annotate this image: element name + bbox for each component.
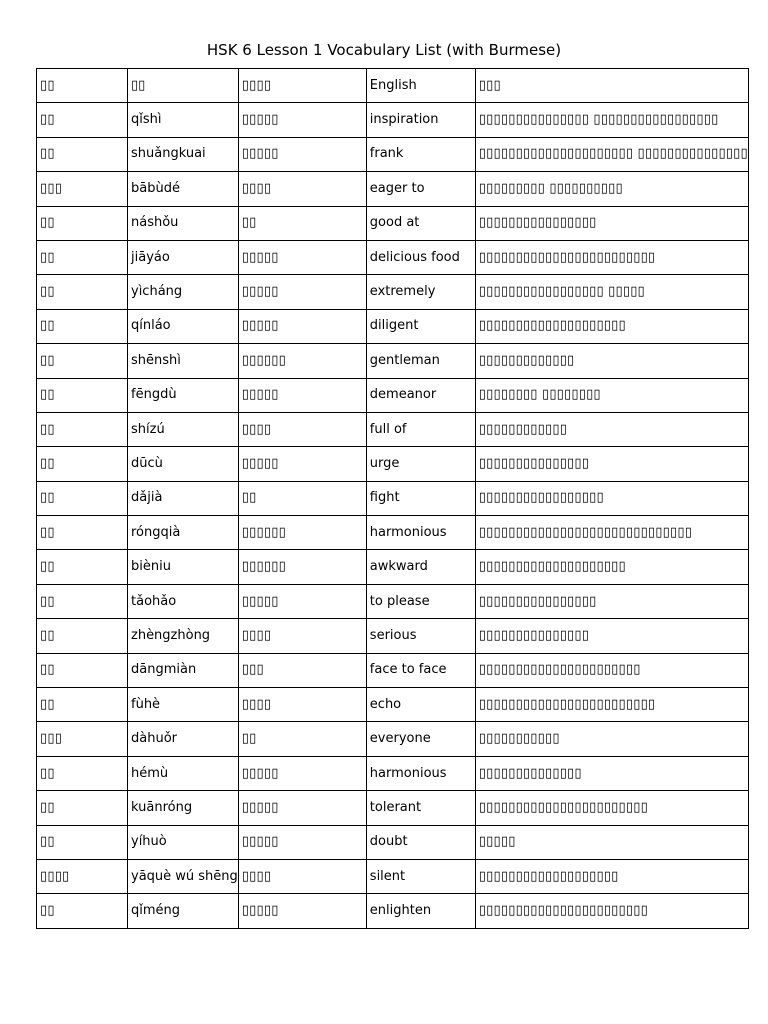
translit-cell: ▯▯ bbox=[238, 481, 366, 515]
burmese-cell: ▯▯▯▯▯▯▯▯▯▯▯▯ bbox=[475, 412, 748, 446]
pinyin-cell: róngqià bbox=[128, 516, 239, 550]
english-cell: eager to bbox=[366, 172, 475, 206]
translit-cell: ▯▯▯▯ bbox=[238, 172, 366, 206]
word-cell: ▯▯ bbox=[37, 447, 128, 481]
table-row bbox=[37, 103, 749, 137]
english-cell: demeanor bbox=[366, 378, 475, 412]
english-cell: serious bbox=[366, 619, 475, 653]
english-cell: harmonious bbox=[366, 756, 475, 790]
table-row bbox=[37, 859, 749, 893]
word-cell: ▯▯ bbox=[37, 756, 128, 790]
word-cell: ▯▯▯ bbox=[37, 172, 128, 206]
translit-cell: ▯▯▯▯▯ bbox=[238, 791, 366, 825]
pinyin-cell: shuǎngkuai bbox=[128, 137, 239, 171]
english-cell: gentleman bbox=[366, 344, 475, 378]
word-cell: ▯▯ bbox=[37, 688, 128, 722]
pinyin-cell: qǐshì bbox=[128, 103, 239, 137]
pinyin-cell: dūcù bbox=[128, 447, 239, 481]
table-row bbox=[37, 653, 749, 687]
vocabulary-table bbox=[36, 68, 749, 929]
translit-cell: ▯▯▯▯ bbox=[238, 69, 366, 103]
pinyin-cell: hémù bbox=[128, 756, 239, 790]
word-cell: ▯▯▯▯ bbox=[37, 859, 128, 893]
word-cell: ▯▯ bbox=[37, 550, 128, 584]
table-row bbox=[37, 206, 749, 240]
word-cell: ▯▯ bbox=[37, 69, 128, 103]
english-cell: good at bbox=[366, 206, 475, 240]
burmese-cell: ▯▯▯▯▯▯▯▯▯▯▯▯▯▯▯▯▯▯▯ bbox=[475, 859, 748, 893]
table-row bbox=[37, 481, 749, 515]
translit-cell: ▯▯▯▯ bbox=[238, 688, 366, 722]
translit-cell: ▯▯▯▯▯▯ bbox=[238, 550, 366, 584]
english-cell: echo bbox=[366, 688, 475, 722]
table-row bbox=[37, 516, 749, 550]
burmese-cell: ▯▯▯▯▯ bbox=[475, 825, 748, 859]
table-row bbox=[37, 825, 749, 859]
table-row bbox=[37, 137, 749, 171]
pinyin-cell: yíhuò bbox=[128, 825, 239, 859]
word-cell: ▯▯ bbox=[37, 825, 128, 859]
table-row bbox=[37, 309, 749, 343]
word-cell: ▯▯ bbox=[37, 619, 128, 653]
document-title: HSK 6 Lesson 1 Vocabulary List (with Burmese) bbox=[206, 41, 562, 59]
english-cell: enlighten bbox=[366, 894, 475, 928]
translit-cell: ▯▯▯▯▯▯ bbox=[238, 516, 366, 550]
pinyin-cell: kuānróng bbox=[128, 791, 239, 825]
burmese-cell: ▯▯▯▯▯▯▯▯▯▯▯▯▯▯▯▯▯▯▯▯▯ ▯▯▯▯▯▯▯▯▯▯▯▯▯▯▯ bbox=[475, 137, 748, 171]
english-cell: awkward bbox=[366, 550, 475, 584]
burmese-cell: ▯▯▯▯▯▯▯▯▯▯▯▯▯▯▯▯▯▯▯▯▯▯▯▯ bbox=[475, 688, 748, 722]
table-row bbox=[37, 894, 749, 928]
translit-cell: ▯▯▯▯▯ bbox=[238, 137, 366, 171]
pinyin-cell: bābùdé bbox=[128, 172, 239, 206]
word-cell: ▯▯▯ bbox=[37, 722, 128, 756]
translit-cell: ▯▯▯▯ bbox=[238, 859, 366, 893]
burmese-cell: ▯▯▯▯▯▯▯▯▯▯▯▯▯▯▯▯▯▯▯▯▯▯▯▯▯▯▯▯▯ bbox=[475, 516, 748, 550]
word-cell: ▯▯ bbox=[37, 516, 128, 550]
burmese-cell: ▯▯▯▯▯▯▯▯▯▯▯▯▯▯▯▯▯ bbox=[475, 481, 748, 515]
translit-cell: ▯▯▯▯▯ bbox=[238, 447, 366, 481]
burmese-cell: ▯▯▯▯▯▯▯▯▯▯▯▯▯▯▯▯▯▯▯▯▯▯▯ bbox=[475, 791, 748, 825]
translit-cell: ▯▯▯▯ bbox=[238, 412, 366, 446]
pinyin-cell: shízú bbox=[128, 412, 239, 446]
burmese-cell: ▯▯▯▯▯▯▯▯▯ ▯▯▯▯▯▯▯▯▯▯ bbox=[475, 172, 748, 206]
pinyin-cell: fùhè bbox=[128, 688, 239, 722]
table-row bbox=[37, 447, 749, 481]
pinyin-cell: fēngdù bbox=[128, 378, 239, 412]
pinyin-cell: yāquè wú shēng bbox=[128, 859, 239, 893]
burmese-cell: ▯▯▯▯▯▯▯▯▯▯▯▯▯▯▯▯▯▯▯▯▯▯▯ bbox=[475, 894, 748, 928]
translit-cell: ▯▯▯▯▯ bbox=[238, 825, 366, 859]
word-cell: ▯▯ bbox=[37, 653, 128, 687]
word-cell: ▯▯ bbox=[37, 584, 128, 618]
translit-cell: ▯▯▯▯▯ bbox=[238, 894, 366, 928]
table-row bbox=[37, 688, 749, 722]
vocabulary-table-body bbox=[37, 69, 749, 929]
translit-cell: ▯▯ bbox=[238, 722, 366, 756]
pinyin-cell: tǎohǎo bbox=[128, 584, 239, 618]
word-cell: ▯▯ bbox=[37, 344, 128, 378]
burmese-cell: ▯▯▯▯▯▯▯▯▯▯▯▯▯▯▯ ▯▯▯▯▯▯▯▯▯▯▯▯▯▯▯▯▯ bbox=[475, 103, 748, 137]
word-cell: ▯▯ bbox=[37, 103, 128, 137]
table-row bbox=[37, 619, 749, 653]
translit-cell: ▯▯▯▯▯ bbox=[238, 275, 366, 309]
table-row bbox=[37, 172, 749, 206]
word-cell: ▯▯ bbox=[37, 240, 128, 274]
burmese-cell: ▯▯▯▯▯▯▯▯▯▯▯▯▯▯▯▯▯▯▯▯ bbox=[475, 550, 748, 584]
english-cell: to please bbox=[366, 584, 475, 618]
table-row bbox=[37, 722, 749, 756]
pinyin-cell: dàhuǒr bbox=[128, 722, 239, 756]
english-cell: frank bbox=[366, 137, 475, 171]
english-cell: English bbox=[366, 69, 475, 103]
pinyin-cell: ▯▯ bbox=[128, 69, 239, 103]
translit-cell: ▯▯▯▯▯▯ bbox=[238, 344, 366, 378]
word-cell: ▯▯ bbox=[37, 275, 128, 309]
word-cell: ▯▯ bbox=[37, 137, 128, 171]
table-row bbox=[37, 275, 749, 309]
pinyin-cell: shēnshì bbox=[128, 344, 239, 378]
word-cell: ▯▯ bbox=[37, 481, 128, 515]
english-cell: extremely bbox=[366, 275, 475, 309]
burmese-cell: ▯▯▯▯▯▯▯▯▯▯▯▯▯▯▯▯▯▯▯▯▯▯ bbox=[475, 653, 748, 687]
word-cell: ▯▯ bbox=[37, 412, 128, 446]
burmese-cell: ▯▯▯▯▯▯▯▯▯▯▯▯▯▯▯▯▯ ▯▯▯▯▯ bbox=[475, 275, 748, 309]
table-row bbox=[37, 412, 749, 446]
english-cell: silent bbox=[366, 859, 475, 893]
translit-cell: ▯▯ bbox=[238, 206, 366, 240]
english-cell: everyone bbox=[366, 722, 475, 756]
table-row bbox=[37, 756, 749, 790]
translit-cell: ▯▯▯▯▯ bbox=[238, 240, 366, 274]
translit-cell: ▯▯▯ bbox=[238, 653, 366, 687]
pinyin-cell: dāngmiàn bbox=[128, 653, 239, 687]
burmese-cell: ▯▯▯▯▯▯▯▯▯▯▯▯▯▯▯▯ bbox=[475, 206, 748, 240]
english-cell: urge bbox=[366, 447, 475, 481]
pinyin-cell: náshǒu bbox=[128, 206, 239, 240]
word-cell: ▯▯ bbox=[37, 791, 128, 825]
word-cell: ▯▯ bbox=[37, 378, 128, 412]
pinyin-cell: qínláo bbox=[128, 309, 239, 343]
pinyin-cell: bièniu bbox=[128, 550, 239, 584]
english-cell: doubt bbox=[366, 825, 475, 859]
table-row bbox=[37, 791, 749, 825]
burmese-cell: ▯▯▯▯▯▯▯▯▯▯▯▯▯ bbox=[475, 344, 748, 378]
pinyin-cell: yìcháng bbox=[128, 275, 239, 309]
english-cell: full of bbox=[366, 412, 475, 446]
burmese-cell: ▯▯▯▯▯▯▯▯ ▯▯▯▯▯▯▯▯ bbox=[475, 378, 748, 412]
burmese-cell: ▯▯▯▯▯▯▯▯▯▯▯▯▯▯▯▯ bbox=[475, 584, 748, 618]
word-cell: ▯▯ bbox=[37, 206, 128, 240]
english-cell: tolerant bbox=[366, 791, 475, 825]
burmese-cell: ▯▯▯▯▯▯▯▯▯▯▯▯▯▯ bbox=[475, 756, 748, 790]
translit-cell: ▯▯▯▯▯ bbox=[238, 309, 366, 343]
burmese-cell: ▯▯▯▯▯▯▯▯▯▯▯▯▯▯▯ bbox=[475, 619, 748, 653]
pinyin-cell: zhèngzhòng bbox=[128, 619, 239, 653]
word-cell: ▯▯ bbox=[37, 894, 128, 928]
english-cell: diligent bbox=[366, 309, 475, 343]
burmese-cell: ▯▯▯▯▯▯▯▯▯▯▯▯▯▯▯▯▯▯▯▯ bbox=[475, 309, 748, 343]
translit-cell: ▯▯▯▯ bbox=[238, 619, 366, 653]
english-cell: inspiration bbox=[366, 103, 475, 137]
pinyin-cell: dǎjià bbox=[128, 481, 239, 515]
table-row bbox=[37, 378, 749, 412]
word-cell: ▯▯ bbox=[37, 309, 128, 343]
burmese-cell: ▯▯▯▯▯▯▯▯▯▯▯▯▯▯▯ bbox=[475, 447, 748, 481]
translit-cell: ▯▯▯▯▯ bbox=[238, 584, 366, 618]
translit-cell: ▯▯▯▯▯ bbox=[238, 103, 366, 137]
burmese-cell: ▯▯▯▯▯▯▯▯▯▯▯ bbox=[475, 722, 748, 756]
english-cell: delicious food bbox=[366, 240, 475, 274]
english-cell: harmonious bbox=[366, 516, 475, 550]
pinyin-cell: jiāyáo bbox=[128, 240, 239, 274]
table-row bbox=[37, 584, 749, 618]
translit-cell: ▯▯▯▯▯ bbox=[238, 378, 366, 412]
pinyin-cell: qǐméng bbox=[128, 894, 239, 928]
english-cell: fight bbox=[366, 481, 475, 515]
burmese-cell: ▯▯▯ bbox=[475, 69, 748, 103]
table-row bbox=[37, 550, 749, 584]
burmese-cell: ▯▯▯▯▯▯▯▯▯▯▯▯▯▯▯▯▯▯▯▯▯▯▯▯ bbox=[475, 240, 748, 274]
translit-cell: ▯▯▯▯▯ bbox=[238, 756, 366, 790]
table-row bbox=[37, 240, 749, 274]
table-header-row bbox=[37, 69, 749, 103]
english-cell: face to face bbox=[366, 653, 475, 687]
table-row bbox=[37, 344, 749, 378]
